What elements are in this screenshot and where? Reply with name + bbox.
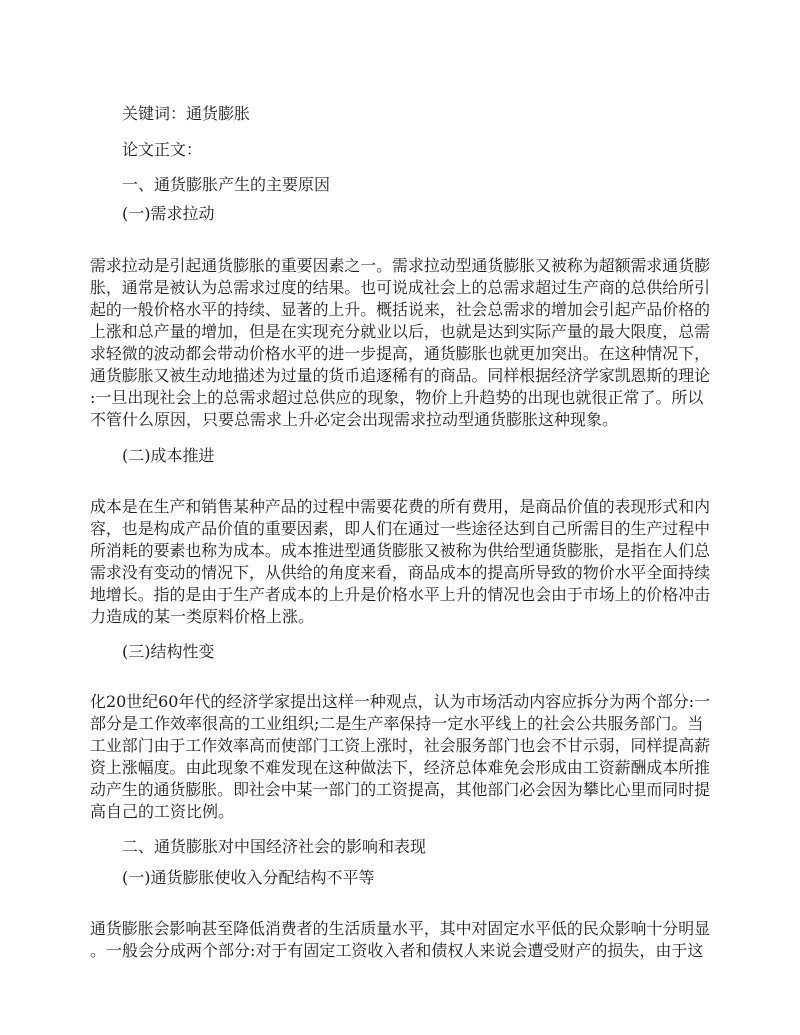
paragraph-line: 工业部门由于工作效率高而使部门工资上涨时，社会服务部门也会不甘示弱，同样提高薪 <box>90 736 711 755</box>
paragraph-line: 成本是在生产和销售某种产品的过程中需要花费的所有费用，是商品价值的表现形式和内 <box>90 497 711 516</box>
paragraph-line: 地增长。指的是由于生产者成本的上升是价格水平上升的情况也会由于市场上的价格冲击 <box>90 585 711 604</box>
paragraph-line: 部分是工作效率很高的工业组织;二是生产率保持一定水平线上的社会公共服务部门。当 <box>90 714 704 733</box>
section2-heading: 二、通货膨胀对中国经济社会的影响和表现 <box>122 837 427 856</box>
subsection-demand-pull-heading: (一)需求拉动 <box>122 204 215 223</box>
paragraph-line: 资上涨幅度。由此现象不难发现在这种做法下，经济总体难免会形成由工资薪酬成本所推 <box>90 758 711 777</box>
paragraph-line: :一旦出现社会上的总需求超过总供应的现象，物价上升趋势的出现也就很正常了。所以 <box>90 388 704 407</box>
paragraph-line: 通货膨胀又被生动地描述为过量的货币追逐稀有的商品。同样根据经济学家凯恩斯的理论 <box>90 366 711 385</box>
paragraph-line: 上涨和总产量的增加，但是在实现充分就业以后，也就是达到实际产量的最大限度，总需 <box>90 322 711 341</box>
paragraph-line: 需求没有变动的情况下，从供给的角度来看，商品成本的提高所导致的物价水平全面持续 <box>90 563 711 582</box>
subsection-structural-heading: (三)结构性变 <box>122 642 215 661</box>
paragraph-line: 起的一般价格水平的持续、显著的上升。概括说来，社会总需求的增加会引起产品价格的 <box>90 300 711 319</box>
paragraph-line: 化20世纪60年代的经济学家提出这样一种观点，认为市场活动内容应拆分为两个部分:一 <box>90 692 711 711</box>
body-label: 论文正文： <box>122 140 203 159</box>
paragraph-line: 高自己的工资比例。 <box>90 802 235 821</box>
section1-heading: 一、通货膨胀产生的主要原因 <box>122 175 331 194</box>
subsection-income-distribution-heading: (一)通货膨胀使收入分配结构不平等 <box>122 868 375 887</box>
keywords-line: 关键词：通货膨胀 <box>122 104 251 123</box>
paragraph-line: 求轻微的波动都会带动价格水平的进一步提高，通货膨胀也就更加突出。在这种情况下， <box>90 344 711 363</box>
paragraph-line: 需求拉动是引起通货膨胀的重要因素之一。需求拉动型通货膨胀又被称为超额需求通货膨 <box>90 256 711 275</box>
subsection-cost-push-heading: (二)成本推进 <box>122 446 215 465</box>
paragraph-line: 。一般会分成两个部分:对于有固定工资收入者和债权人来说会遭受财产的损失，由于这 <box>90 941 704 960</box>
paragraph-line: 容，也是构成产品价值的重要因素，即人们在通过一些途径达到自己所需目的生产过程中 <box>90 519 711 538</box>
paragraph-line: 力造成的某一类原料价格上涨。 <box>90 607 315 626</box>
paragraph-line: 所消耗的要素也称为成本。成本推进型通货膨胀又被称为供给型通货膨胀，是指在人们总 <box>90 541 711 560</box>
paragraph-line: 通货膨胀会影响甚至降低消费者的生活质量水平，其中对固定水平低的民众影响十分明显 <box>90 919 711 938</box>
paragraph-line: 动产生的通货膨胀。即社会中某一部门的工资提高，其他部门必会因为攀比心里而同时提 <box>90 780 711 799</box>
paragraph-line: 不管什么原因，只要总需求上升必定会出现需求拉动型通货膨胀这种现象。 <box>90 410 619 429</box>
paragraph-line: 胀，通常是被认为总需求过度的结果。也可说成社会上的总需求超过生产商的总供给所引 <box>90 278 711 297</box>
